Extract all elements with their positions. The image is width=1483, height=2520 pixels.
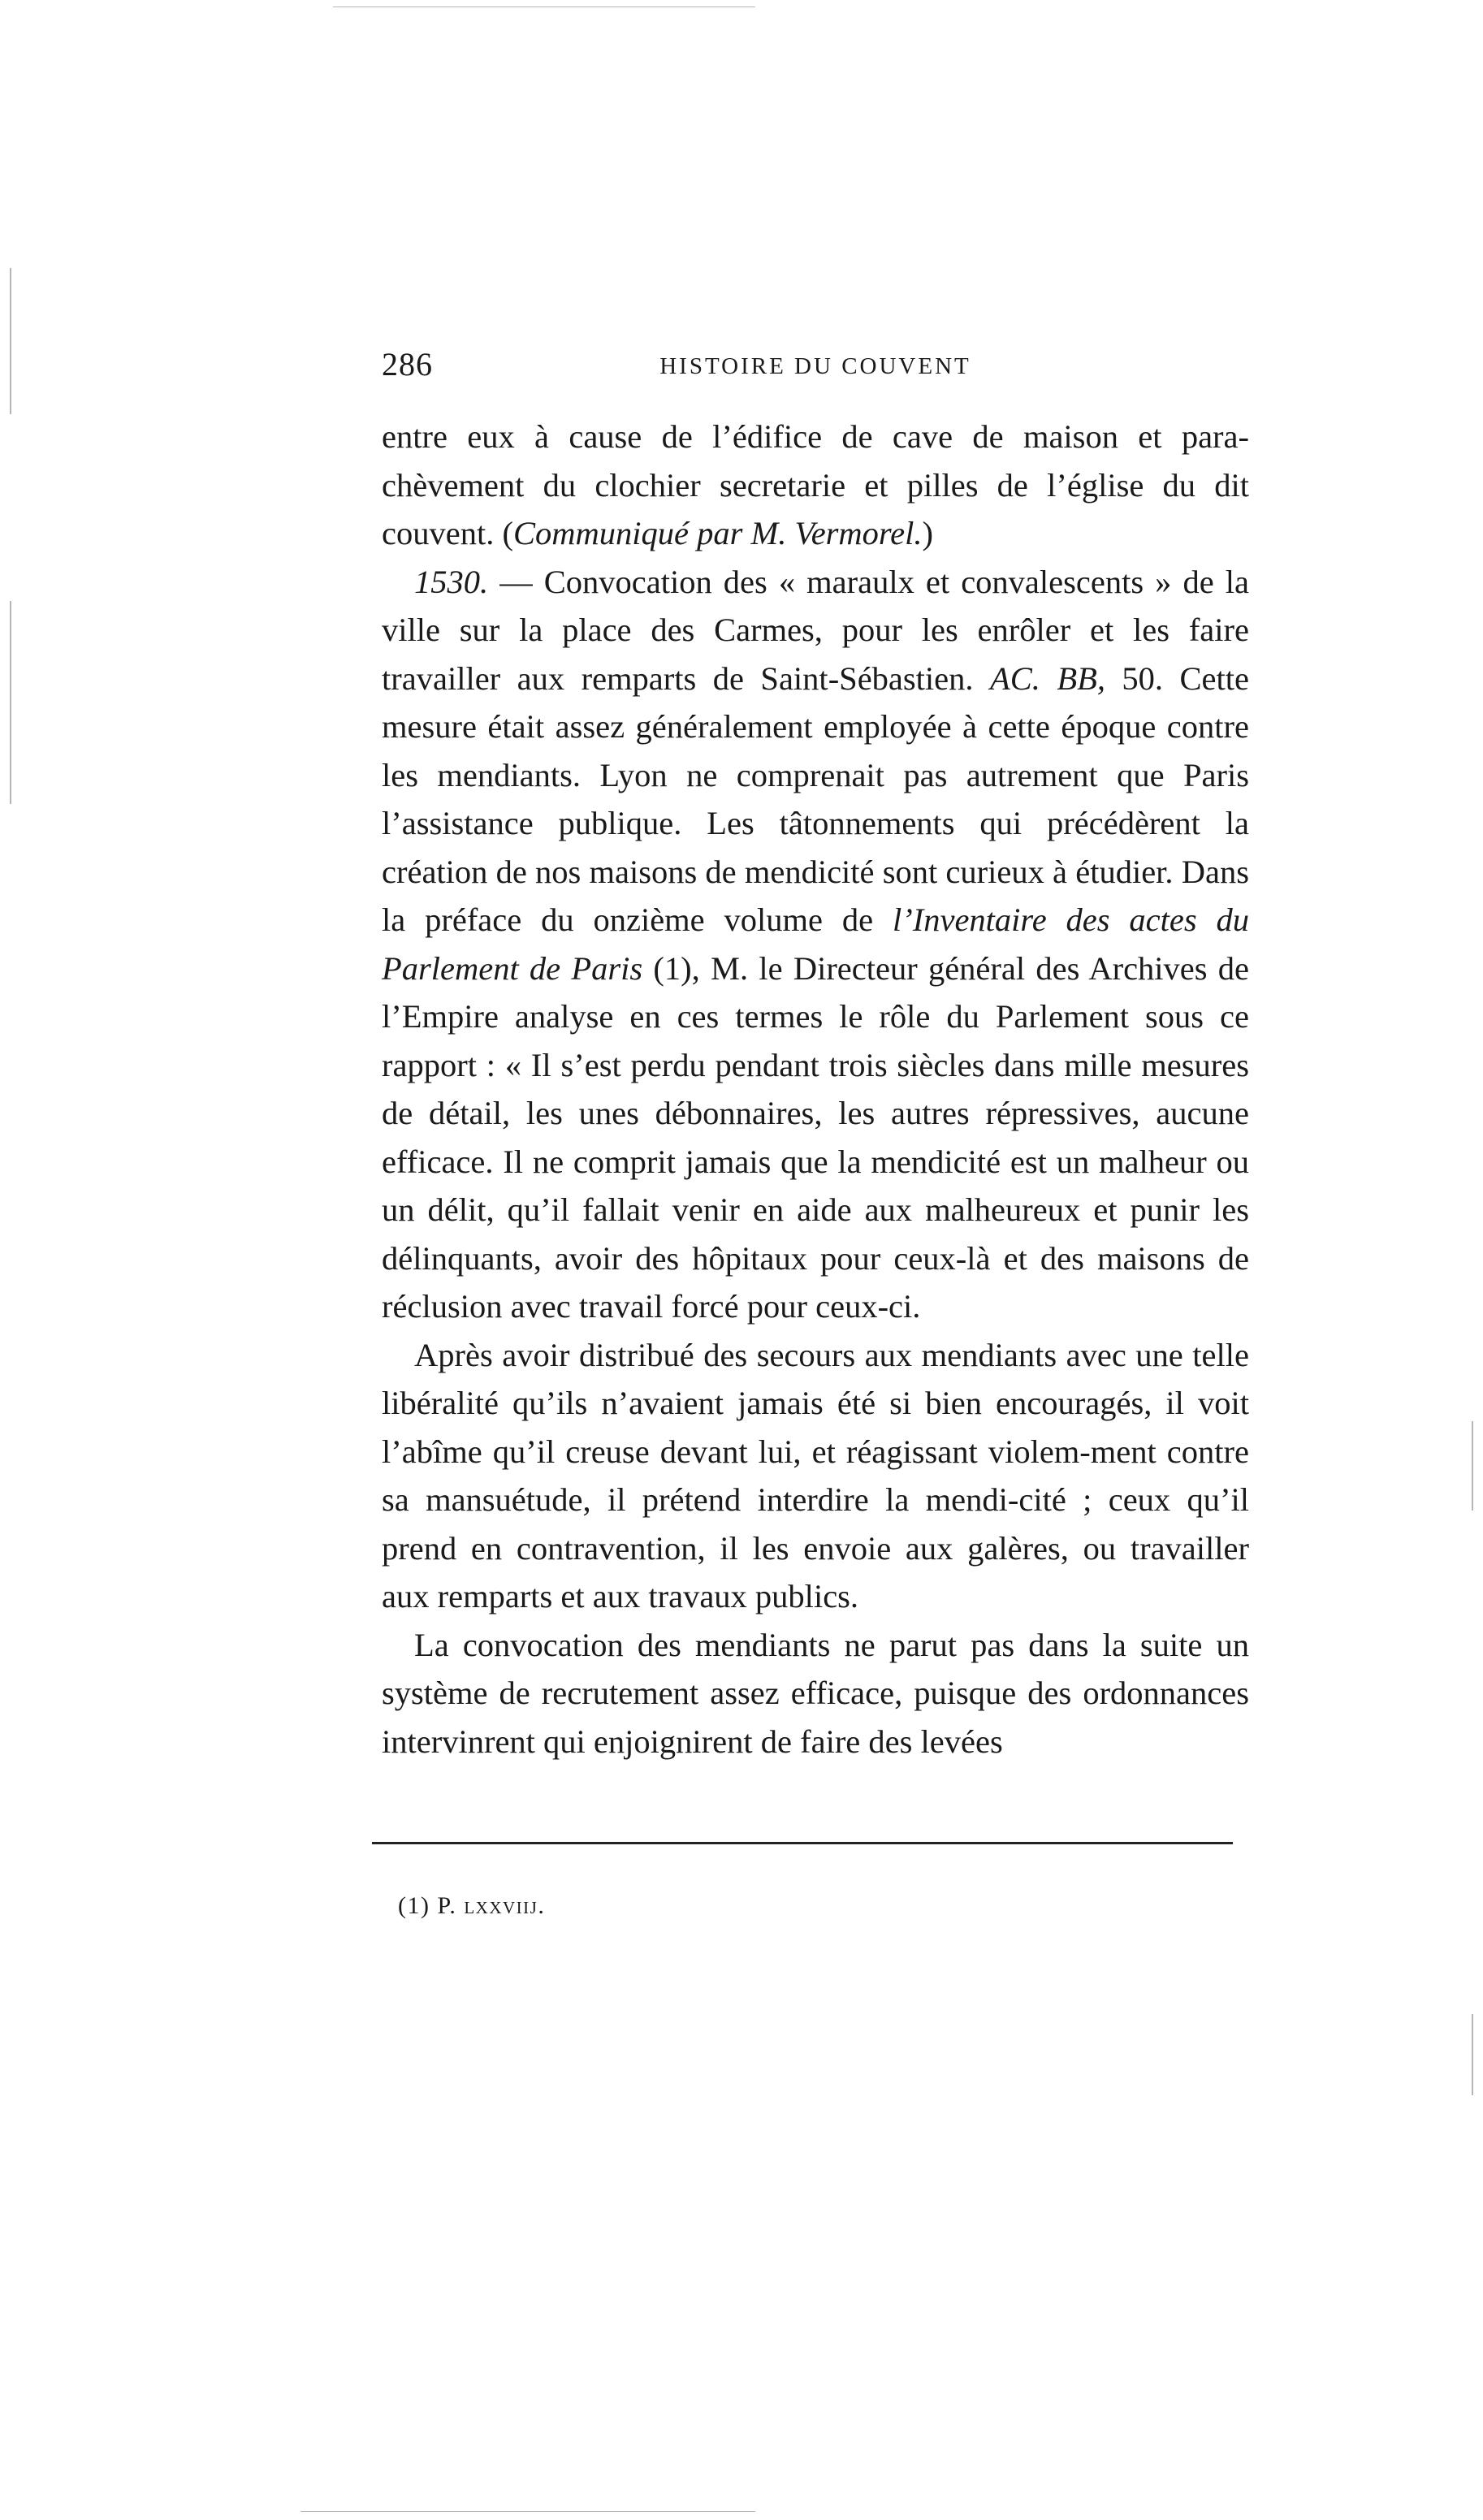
paragraph-1-text: entre eux à cause de l’édifice de cave de maison et para-chèvement du clochier secretarie et pilles de l’église du dit couvent. ( (382, 418, 1249, 551)
scan-edge-mark-left-2 (10, 601, 11, 804)
page-number: 286 (382, 346, 433, 383)
paragraph-3: Après avoir distribué des secours aux mendiants avec une telle libéralité qu’ils n’avaient jamais été si bien encouragés, il voit l’abîme qu’il creuse devant lui, et réagissant violem-ment contre sa mansuétude, il prétend interdire la mendi-cité ; ceux qu’il prend en contravention, il les envoie aux galères, ou travailler aux remparts et aux travaux publics. (382, 1336, 1249, 1614)
body-text (382, 413, 1249, 1766)
paragraph-4: La convocation des mendiants ne parut pas dans la suite un système de recrutement assez efficace, puisque des ordonnances intervinrent qui enjoignirent de faire des levées (382, 1626, 1249, 1760)
running-head: HISTOIRE DU COUVENT (659, 353, 971, 379)
scan-edge-mark-right-2 (1472, 2014, 1473, 2095)
footnote-text: lxxviij. (464, 1892, 546, 1919)
paragraph-2-year: 1530. (414, 563, 489, 600)
page-header (382, 345, 1249, 394)
scan-edge-mark-right (1472, 1421, 1473, 1511)
paragraph-2-text-b: 50. Cette mesure était assez généralement employée à cette époque contre les mendiants. Lyon ne comprenait pas autrement que Paris l’assistance publique. Les tâtonnements qui précédèrent la création de nos maisons de mendicité sont curieux à étudier. Dans la préface du onzième volume de (382, 659, 1249, 938)
scan-top-rule (333, 6, 755, 7)
scan-bottom-rule (300, 2511, 755, 2512)
paragraph-2 (382, 558, 1249, 1331)
scan-edge-mark-left (10, 268, 11, 414)
footnote (398, 1892, 545, 1920)
paragraph-2-text-c: (1), M. le Directeur général des Archives de l’Empire analyse en ces termes le rôle du Parlement sous ce rapport : « Il s’est perdu pendant trois siècles dans mille mesures de détail, les unes débonnaires, les autres répressives, aucune efficace. Il ne comprit jamais que la mendicité est un malheur ou un délit, qu’il fallait venir en aide aux malheureux et punir les délinquants, avoir des hôpitaux pour ceux-là et des maisons de réclusion avec travail forcé pour ceux-ci. (382, 949, 1249, 1325)
footnote-rule (372, 1842, 1233, 1844)
paragraph-1-close: ) (922, 515, 934, 551)
paragraph-2-text-a: — Convocation des « maraulx et convalescents » de la ville sur la place des Carmes, pour les enrôler et les faire travailler aux remparts de Saint-Sébastien. (382, 563, 1249, 697)
footnote-marker: (1) P. (398, 1892, 457, 1919)
paragraph-2-book-title: l’Inventaire des actes du Parlement de Paris (382, 901, 1249, 987)
paragraph-1-citation: Communiqué par M. Vermorel. (512, 515, 923, 551)
paragraph-1 (382, 413, 1249, 558)
paragraph-2-archive-ref: AC. BB, (990, 659, 1105, 697)
